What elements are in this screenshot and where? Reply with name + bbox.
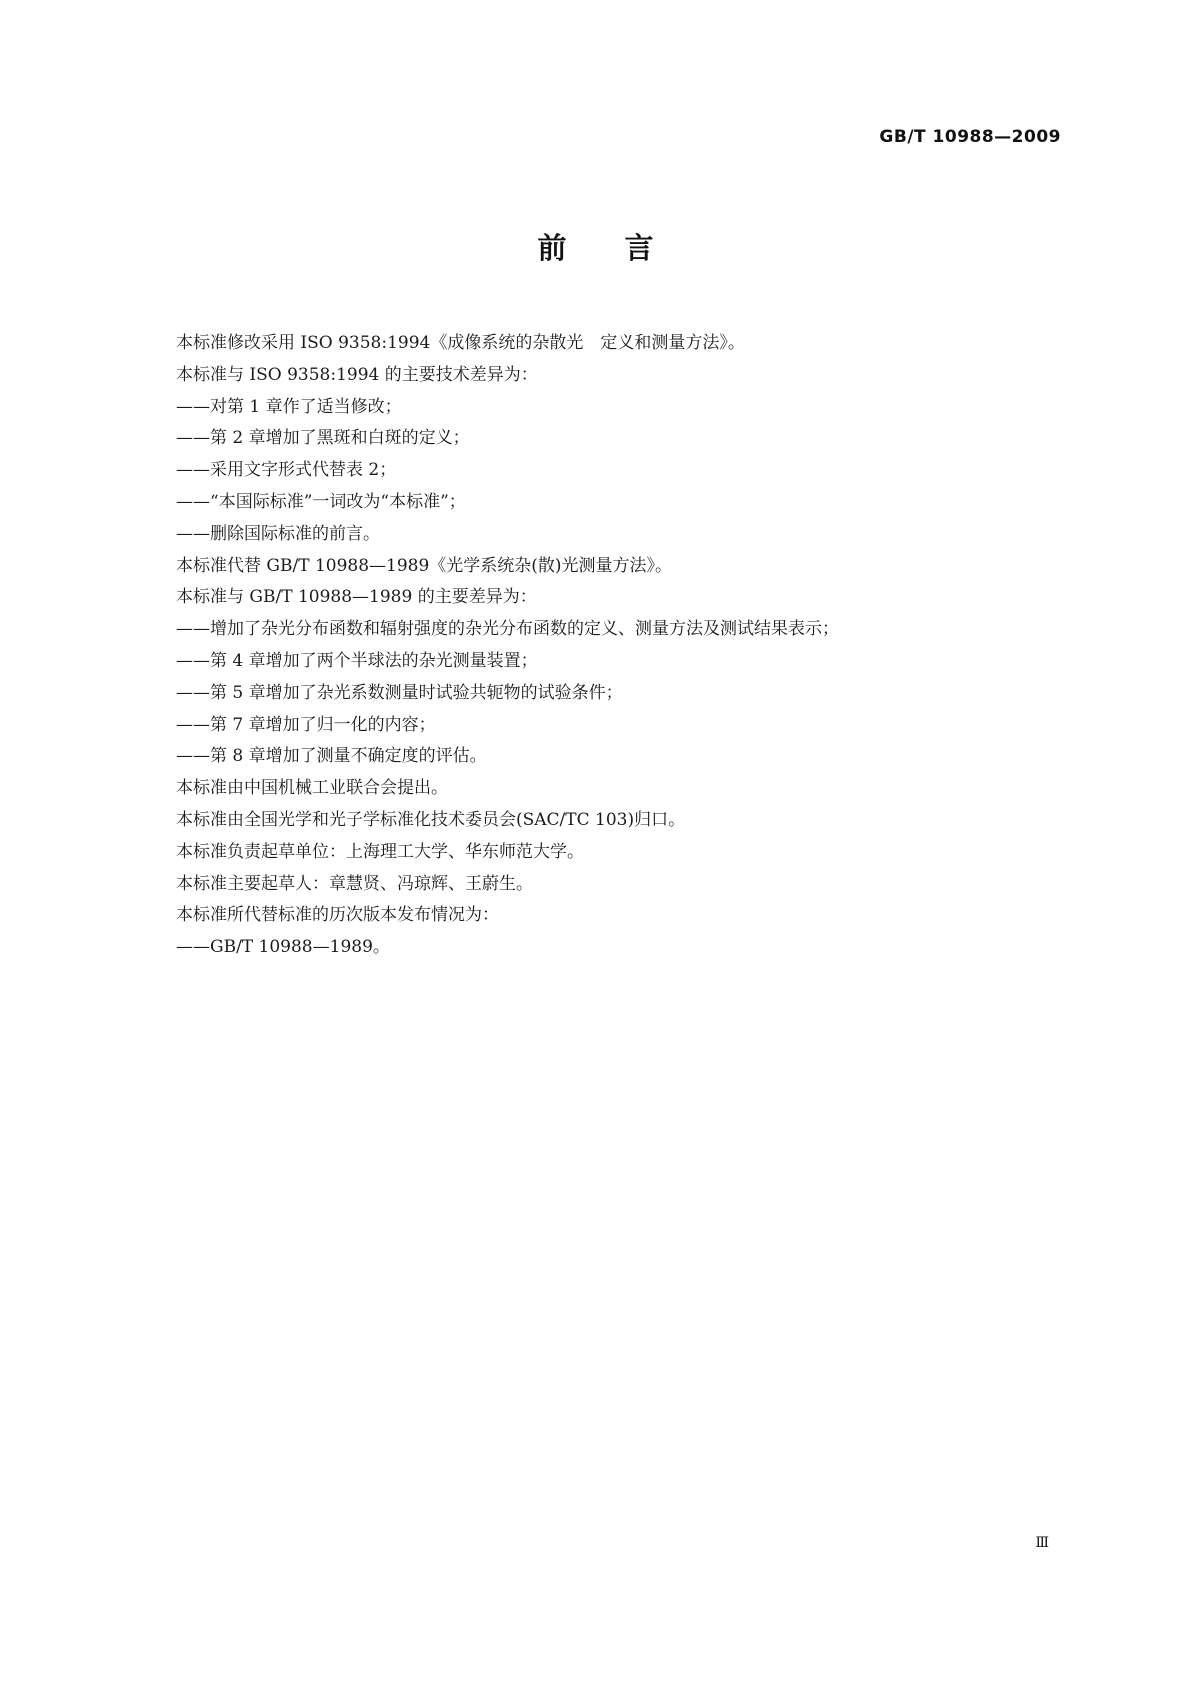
foreword-line: 本标准与 ISO 9358:1994 的主要技术差异为： [176,364,538,385]
foreword-line: ——增加了杂光分布函数和辐射强度的杂光分布函数的定义、测量方法及测试结果表示； [176,619,839,640]
foreword-line: 本标准由全国光学和光子学标准化技术委员会(SAC/TC 103)归口。 [176,809,686,830]
foreword-line: ——删除国际标准的前言。 [176,523,380,544]
foreword-line: 本标准由中国机械工业联合会提出。 [176,778,448,799]
foreword-body [176,328,1036,964]
foreword-line: 本标准负责起草单位：上海理工大学、华东师范大学。 [176,841,584,862]
page-number: Ⅲ [1035,1535,1049,1551]
page-title: 前言 [537,231,712,265]
foreword-line: 本标准修改采用 ISO 9358:1994《成像系统的杂散光 定义和测量方法》。 [176,333,745,353]
foreword-line: ——第 5 章增加了杂光系数测量时试验共轭物的试验条件； [176,682,623,703]
foreword-line: ——“本国际标准”一词改为“本标准”； [176,491,466,512]
foreword-line: ——第 2 章增加了黑斑和白斑的定义； [176,428,470,449]
foreword-line: ——第 4 章增加了两个半球法的杂光测量装置； [176,650,538,671]
foreword-line: 本标准所代替标准的历次版本发布情况为： [176,905,499,926]
foreword-line: ——对第 1 章作了适当修改； [176,396,402,417]
foreword-line: ——第 8 章增加了测量不确定度的评估。 [176,746,487,767]
foreword-line: ——采用文字形式代替表 2； [176,460,397,481]
foreword-line: ——第 7 章增加了归一化的内容； [176,714,436,735]
foreword-line: 本标准与 GB/T 10988—1989 的主要差异为： [176,587,537,608]
foreword-line: 本标准代替 GB/T 10988—1989《光学系统杂(散)光测量方法》。 [176,555,673,576]
foreword-line: ——GB/T 10988—1989。 [176,937,390,958]
foreword-line: 本标准主要起草人：章慧贤、冯琼辉、王蔚生。 [176,873,533,894]
standard-number: GB/T 10988—2009 [879,127,1061,147]
